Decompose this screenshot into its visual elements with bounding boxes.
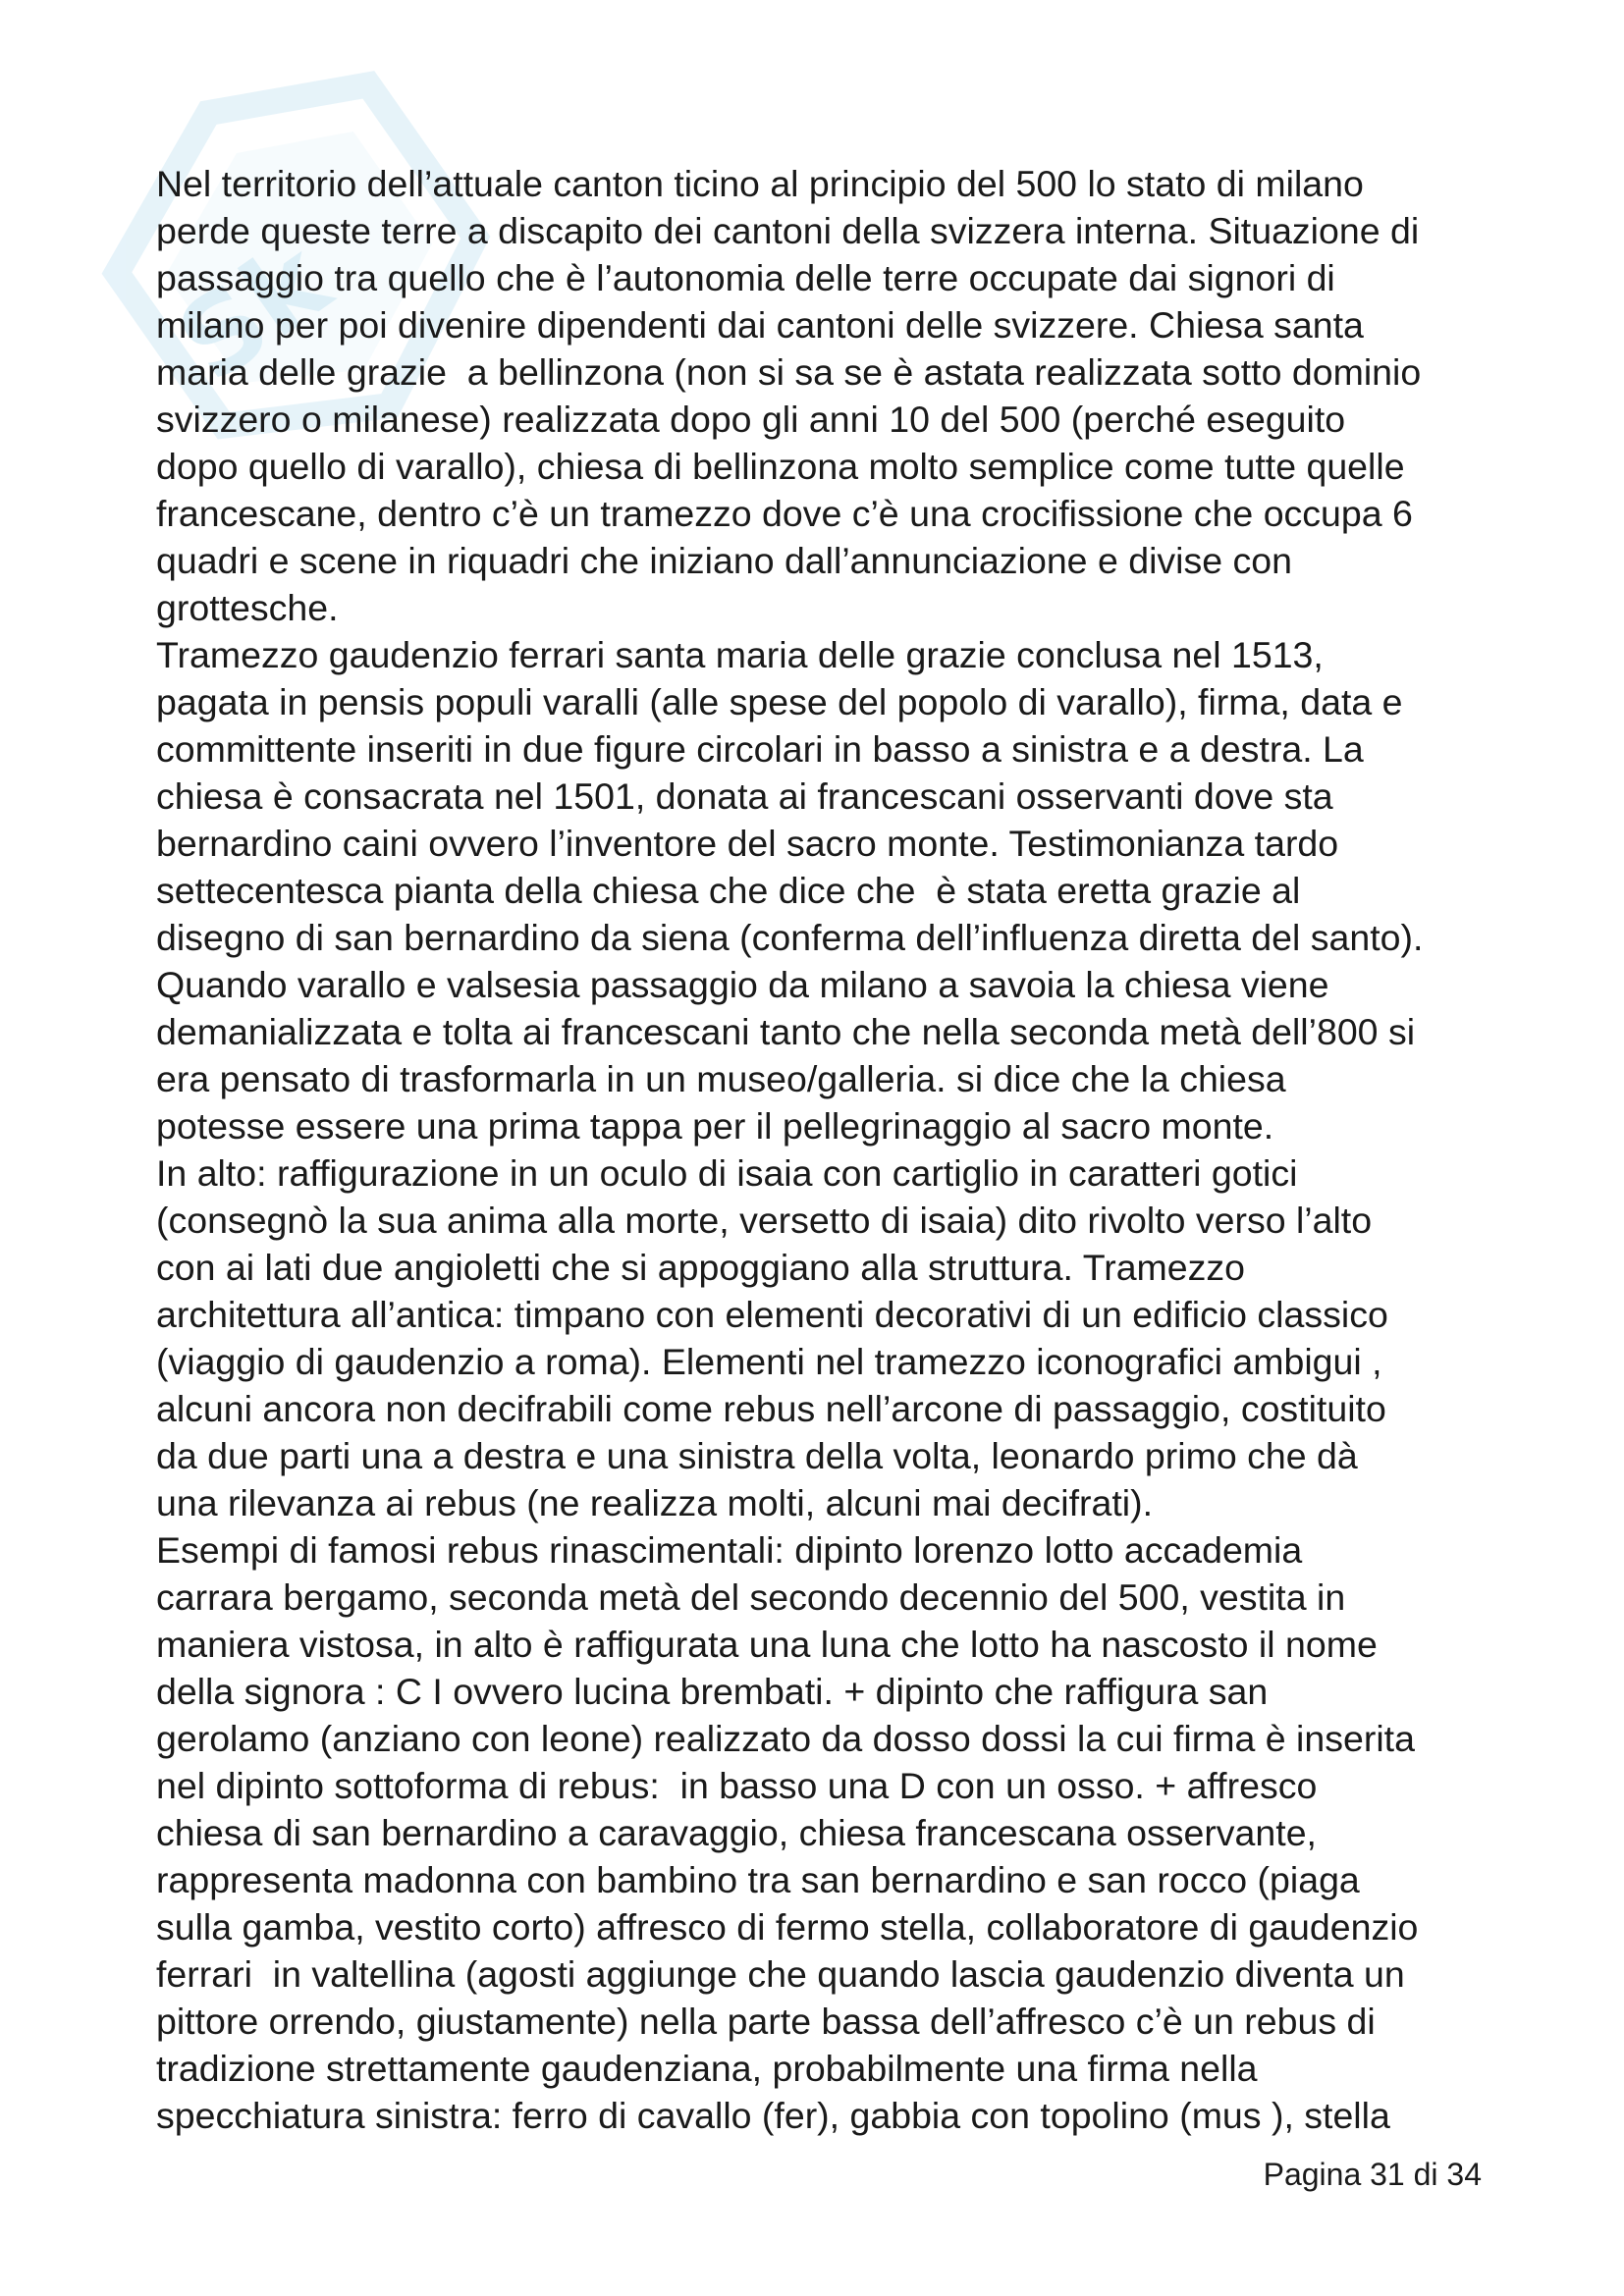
text-line: In alto: raffigurazione in un oculo di isaia con cartiglio in caratteri gotici <box>156 1152 1298 1194</box>
text-line: da due parti una a destra e una sinistra della volta, leonardo primo che dà <box>156 1435 1358 1476</box>
text-line: era pensato di trasformarla in un museo/galleria. si dice che la chiesa <box>156 1058 1286 1099</box>
text-line: pittore orrendo, giustamente) nella parte bassa dell’affresco c’è un rebus di <box>156 2001 1376 2042</box>
text-line: Nel territorio dell’attuale canton ticino al principio del 500 lo stato di milano <box>156 163 1364 204</box>
body-text <box>156 160 1511 2139</box>
text-line: alcuni ancora non decifrabili come rebus nell’arcone di passaggio, costituito <box>156 1388 1386 1429</box>
text-line: della signora : C I ovvero lucina brembati. + dipinto che raffigura san <box>156 1671 1269 1712</box>
text-line: potesse essere una prima tappa per il pellegrinaggio al sacro monte. <box>156 1105 1274 1147</box>
text-line: bernardino caini ovvero l’inventore del sacro monte. Testimonianza tardo <box>156 823 1339 864</box>
text-line: disegno di san bernardino da siena (conferma dell’influenza diretta del santo). <box>156 917 1424 958</box>
text-line: milano per poi divenire dipendenti dai cantoni delle svizzere. Chiesa santa <box>156 304 1364 346</box>
text-line: specchiatura sinistra: ferro di cavallo (fer), gabbia con topolino (mus ), stella <box>156 2095 1390 2136</box>
text-line: quadri e scene in riquadri che iniziano dall’annunciazione e divise con <box>156 540 1292 581</box>
text-line: pagata in pensis populi varalli (alle spese del popolo di varallo), firma, data e <box>156 681 1403 722</box>
text-line: rappresenta madonna con bambino tra san bernardino e san rocco (piaga <box>156 1859 1360 1900</box>
text-line: Tramezzo gaudenzio ferrari santa maria delle grazie conclusa nel 1513, <box>156 634 1324 675</box>
text-line: (consegnò la sua anima alla morte, versetto di isaia) dito rivolto verso l’alto <box>156 1200 1373 1241</box>
text-line: architettura all’antica: timpano con elementi decorativi di un edificio classico <box>156 1294 1388 1335</box>
text-line: settecentesca pianta della chiesa che dice che è stata eretta grazie al <box>156 870 1301 911</box>
text-line: ferrari in valtellina (agosti aggiunge che quando lascia gaudenzio diventa un <box>156 1953 1405 1995</box>
text-line: tradizione strettamente gaudenziana, probabilmente una firma nella <box>156 2048 1258 2089</box>
text-line: una rilevanza ai rebus (ne realizza molti, alcuni mai decifrati). <box>156 1482 1154 1523</box>
text-line: grottesche. <box>156 587 339 628</box>
svg-text:Sk: Sk <box>155 217 352 406</box>
text-line: francescane, dentro c’è un tramezzo dove c’è una crocifissione che occupa 6 <box>156 493 1413 534</box>
page-number: Pagina 31 di 34 <box>1263 2157 1482 2192</box>
text-line: gerolamo (anziano con leone) realizzato da dosso dossi la cui firma è inserita <box>156 1718 1415 1759</box>
text-line: committente inseriti in due figure circolari in basso a sinistra e a destra. La <box>156 728 1364 770</box>
text-line: chiesa è consacrata nel 1501, donata ai francescani osservanti dove sta <box>156 775 1333 817</box>
text-line: demanializzata e tolta ai francescani tanto che nella seconda metà dell’800 si <box>156 1011 1416 1052</box>
text-line: nel dipinto sottoforma di rebus: in basso una D con un osso. + affresco <box>156 1765 1318 1806</box>
text-line: maniera vistosa, in alto è raffigurata una luna che lotto ha nascosto il nome <box>156 1624 1378 1665</box>
text-line: maria delle grazie a bellinzona (non si sa se è astata realizzata sotto dominio <box>156 351 1422 393</box>
text-line: sulla gamba, vestito corto) affresco di fermo stella, collaboratore di gaudenzio <box>156 1906 1419 1948</box>
text-line: perde queste terre a discapito dei cantoni della svizzera interna. Situazione di <box>156 210 1420 251</box>
text-line: Esempi di famosi rebus rinascimentali: dipinto lorenzo lotto accademia <box>156 1529 1303 1571</box>
text-line: passaggio tra quello che è l’autonomia delle terre occupate dai signori di <box>156 257 1335 298</box>
text-line: carrara bergamo, seconda metà del secondo decennio del 500, vestita in <box>156 1576 1346 1618</box>
text-line: chiesa di san bernardino a caravaggio, chiesa francescana osservante, <box>156 1812 1317 1853</box>
text-line: dopo quello di varallo), chiesa di bellinzona molto semplice come tutte quelle <box>156 446 1405 487</box>
text-line: svizzero o milanese) realizzata dopo gli anni 10 del 500 (perché eseguito <box>156 399 1346 440</box>
text-line: Quando varallo e valsesia passaggio da milano a savoia la chiesa viene <box>156 964 1329 1005</box>
text-line: (viaggio di gaudenzio a roma). Elementi nel tramezzo iconografici ambigui , <box>156 1341 1382 1382</box>
text-line: con ai lati due angioletti che si appoggiano alla struttura. Tramezzo <box>156 1247 1245 1288</box>
